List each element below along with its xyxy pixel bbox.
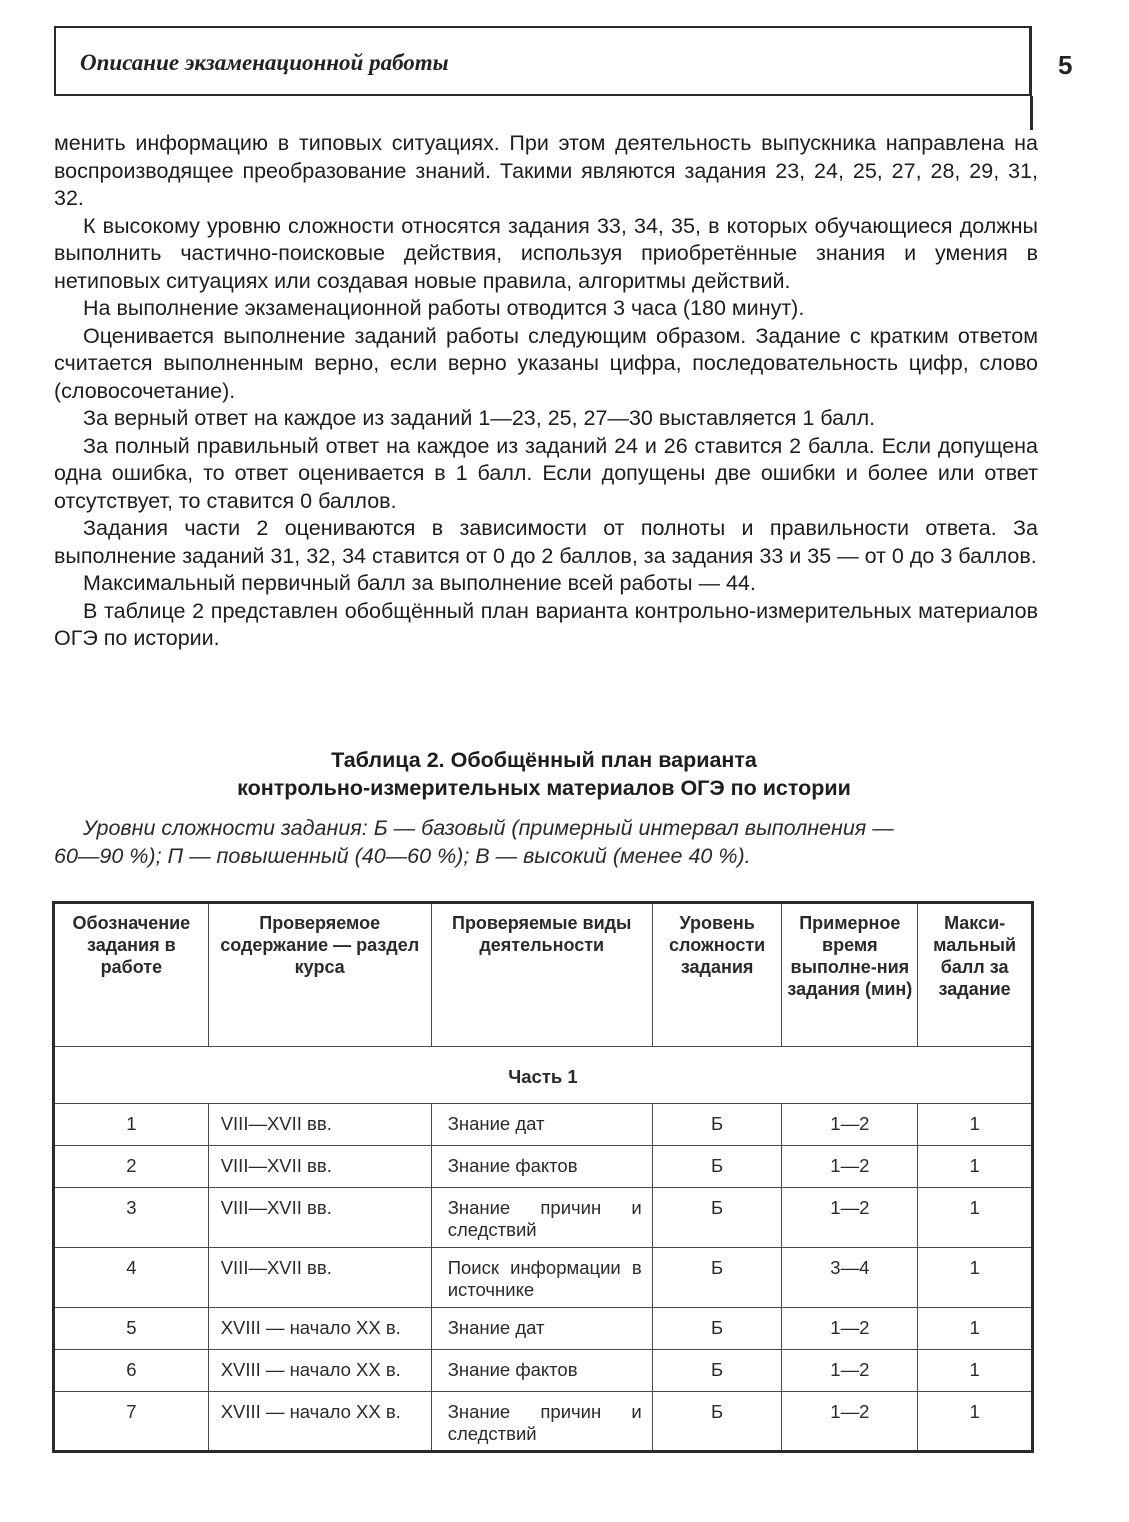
table-title bbox=[54, 746, 1034, 802]
max-score: 1 bbox=[918, 1350, 1033, 1392]
table-row bbox=[54, 1146, 1033, 1188]
part-label: Часть 1 bbox=[54, 1047, 1033, 1104]
content-section: VIII—XVII вв. bbox=[208, 1146, 431, 1188]
page-number: 5 bbox=[1058, 50, 1073, 80]
header-activity-types: Проверяемые виды деятельности bbox=[431, 903, 652, 1047]
table-row bbox=[54, 1392, 1033, 1452]
paragraph: К высокому уровню сложности относятся задания 33, 34, 35, в которых обучающиеся должны выполнить частично-поисковые действия, используя приобретённые знания и умения в нетиповых ситуациях или создавая новые правила, алгоритмы действий. bbox=[54, 213, 1038, 293]
table-row bbox=[54, 1104, 1033, 1146]
content-section: VIII—XVII вв. bbox=[208, 1104, 431, 1146]
paragraph: Оценивается выполнение заданий работы следующим образом. Задание с кратким ответом считается выполненным верно, если верно указаны цифра, последовательность цифр, слово (словосочетание). bbox=[54, 323, 1038, 403]
max-score: 1 bbox=[918, 1392, 1033, 1452]
approx-time: 1—2 bbox=[782, 1146, 918, 1188]
levels-note-line: Уровни сложности задания: Б — базовый (примерный интервал выполнения — bbox=[83, 816, 894, 840]
task-number: 2 bbox=[54, 1146, 209, 1188]
paragraph: В таблице 2 представлен обобщённый план варианта контрольно-измерительных материалов ОГЭ по истории. bbox=[54, 598, 1038, 650]
difficulty-level: Б bbox=[652, 1188, 782, 1248]
table-row bbox=[54, 1248, 1033, 1308]
approx-time: 1—2 bbox=[782, 1392, 918, 1452]
content-section: VIII—XVII вв. bbox=[208, 1188, 431, 1248]
max-score: 1 bbox=[918, 1308, 1033, 1350]
task-number: 3 bbox=[54, 1188, 209, 1248]
table-row bbox=[54, 1308, 1033, 1350]
activity-type: Знание дат bbox=[431, 1104, 652, 1146]
content-section: XVIII — начало XX в. bbox=[208, 1308, 431, 1350]
paragraph: За верный ответ на каждое из заданий 1—23, 25, 27—30 выставляется 1 балл. bbox=[83, 406, 876, 430]
table-row bbox=[54, 1188, 1033, 1248]
paragraph: Максимальный первичный балл за выполнение всей работы — 44. bbox=[83, 571, 756, 595]
difficulty-levels-note bbox=[54, 814, 1038, 870]
approx-time: 1—2 bbox=[782, 1308, 918, 1350]
body-text bbox=[54, 130, 1038, 653]
max-score: 1 bbox=[918, 1188, 1033, 1248]
section-header-box bbox=[54, 26, 1032, 96]
paragraph: Задания части 2 оцениваются в зависимости от полноты и правильности ответа. За выполнение заданий 31, 32, 34 ставится от 0 до 2 баллов, за задания 33 и 35 — от 0 до 3 баллов. bbox=[54, 516, 1038, 568]
header-content-section: Проверяемое содержание — раздел курса bbox=[208, 903, 431, 1047]
task-number: 4 bbox=[54, 1248, 209, 1308]
header-max-score: Макси-мальный балл за задание bbox=[918, 903, 1033, 1047]
content-section: XVIII — начало XX в. bbox=[208, 1392, 431, 1452]
difficulty-level: Б bbox=[652, 1248, 782, 1308]
activity-type: Знание фактов bbox=[431, 1146, 652, 1188]
activity-type: Знание причин и следствий bbox=[431, 1392, 652, 1452]
approx-time: 1—2 bbox=[782, 1188, 918, 1248]
max-score: 1 bbox=[918, 1248, 1033, 1308]
paragraph: На выполнение экзаменационной работы отводится 3 часа (180 минут). bbox=[83, 296, 805, 320]
table-title-line: Таблица 2. Обобщённый план варианта bbox=[331, 748, 757, 772]
table-header-row bbox=[54, 903, 1033, 1047]
section-title: Описание экзаменационной работы bbox=[80, 50, 449, 75]
table-title-line: контрольно-измерительных материалов ОГЭ по истории bbox=[237, 776, 851, 800]
difficulty-level: Б bbox=[652, 1104, 782, 1146]
task-number: 5 bbox=[54, 1308, 209, 1350]
difficulty-level: Б bbox=[652, 1308, 782, 1350]
levels-note-line: 60—90 %); П — повышенный (40—60 %); В — высокий (менее 40 %). bbox=[54, 844, 751, 868]
activity-type: Знание причин и следствий bbox=[431, 1188, 652, 1248]
header-difficulty-level: Уровень сложности задания bbox=[652, 903, 782, 1047]
approx-time: 1—2 bbox=[782, 1104, 918, 1146]
max-score: 1 bbox=[918, 1104, 1033, 1146]
task-number: 6 bbox=[54, 1350, 209, 1392]
approx-time: 3—4 bbox=[782, 1248, 918, 1308]
paragraph: менить информацию в типовых ситуациях. При этом деятельность выпускника направлена на воспроизводящее преобразование знаний. Такими являются задания 23, 24, 25, 27, 28, 29, 31, 32. bbox=[54, 131, 1038, 210]
difficulty-level: Б bbox=[652, 1392, 782, 1452]
activity-type: Знание фактов bbox=[431, 1350, 652, 1392]
activity-type: Знание дат bbox=[431, 1308, 652, 1350]
task-number: 1 bbox=[54, 1104, 209, 1146]
exam-plan-table bbox=[52, 901, 1034, 1453]
header-approx-time: Примерное время выполне-ния задания (мин) bbox=[782, 903, 918, 1047]
header-divider bbox=[1030, 96, 1033, 130]
difficulty-level: Б bbox=[652, 1146, 782, 1188]
task-number: 7 bbox=[54, 1392, 209, 1452]
paragraph: За полный правильный ответ на каждое из заданий 24 и 26 ставится 2 балла. Если допущена одна ошибка, то ответ оценивается в 1 балл. Если допущены две ошибки и более или ответ отсутствует, то ставится 0 баллов. bbox=[54, 433, 1038, 513]
difficulty-level: Б bbox=[652, 1350, 782, 1392]
header-task-id: Обозначение задания в работе bbox=[54, 903, 209, 1047]
activity-type: Поиск информации в источнике bbox=[431, 1248, 652, 1308]
approx-time: 1—2 bbox=[782, 1350, 918, 1392]
max-score: 1 bbox=[918, 1146, 1033, 1188]
table-part-row bbox=[54, 1047, 1033, 1104]
content-section: XVIII — начало XX в. bbox=[208, 1350, 431, 1392]
content-section: VIII—XVII вв. bbox=[208, 1248, 431, 1308]
table-row bbox=[54, 1350, 1033, 1392]
